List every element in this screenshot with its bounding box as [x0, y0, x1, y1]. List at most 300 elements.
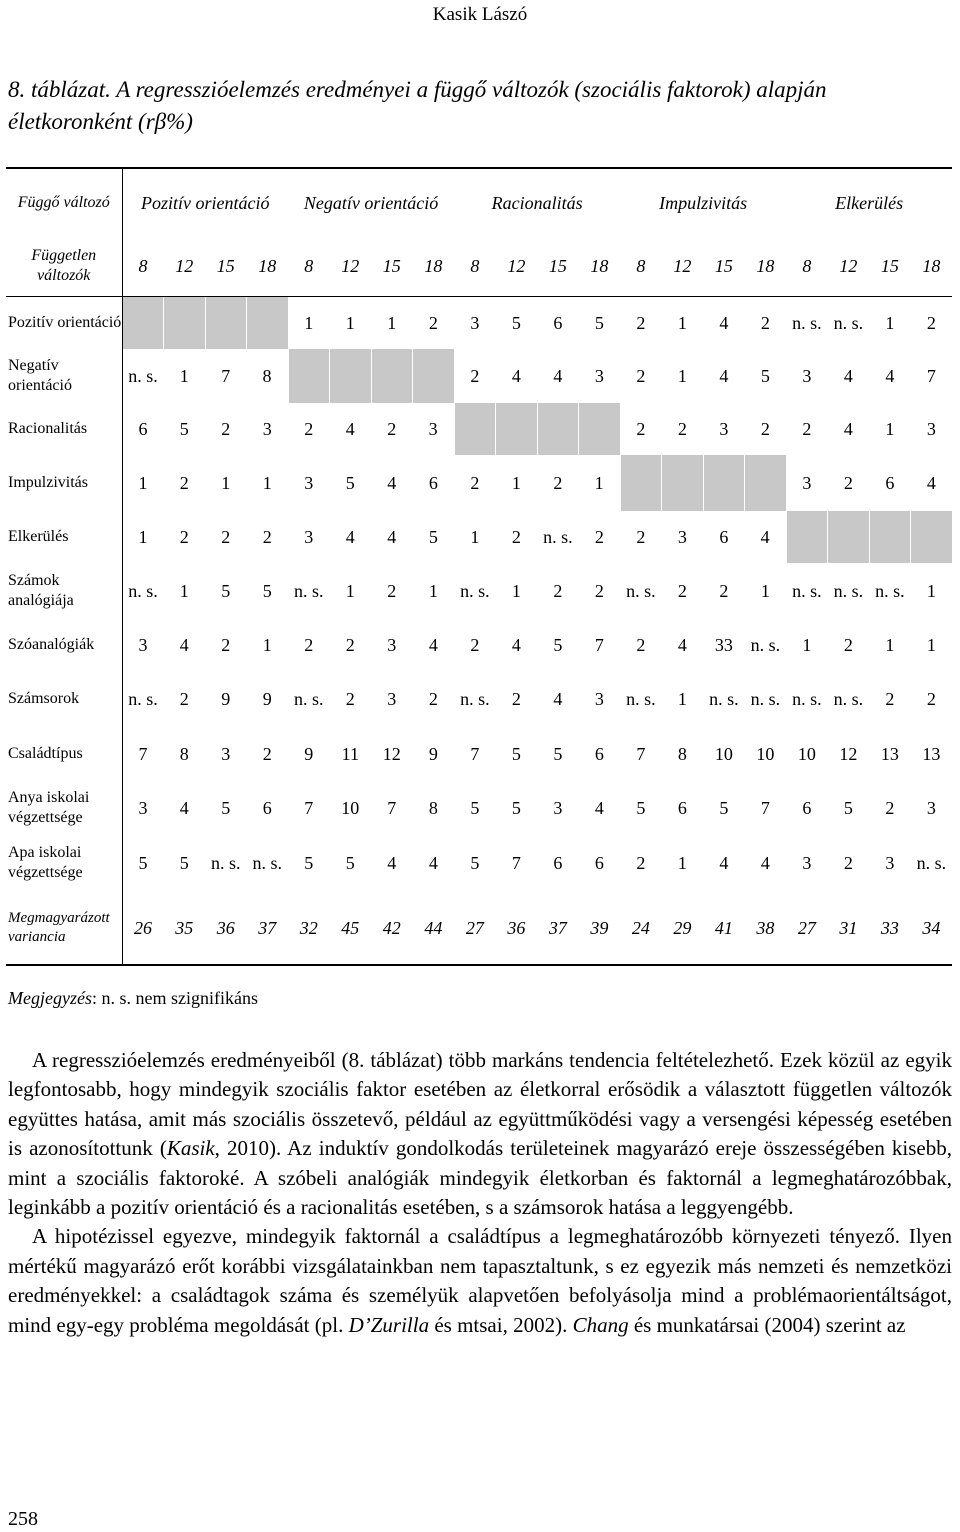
table-cell: 5 [179, 419, 189, 439]
table-cell: 2 [636, 366, 646, 386]
table-cell: 4 [428, 635, 438, 655]
table-cell: 2 [262, 527, 272, 547]
table-cell: 41 [703, 891, 745, 965]
age-header: 15 [869, 236, 911, 296]
table-cell: 10 [341, 798, 360, 818]
table-cell: 1 [470, 527, 480, 547]
table-cell: n. s. [128, 366, 158, 386]
table-cell: 3 [387, 635, 397, 655]
table-cell: 2 [843, 473, 853, 493]
table-cell: n. s. [750, 689, 781, 709]
table-cell: 5 [511, 312, 521, 333]
table-cell: 1 [221, 473, 231, 493]
table-cell: 1 [345, 581, 355, 601]
table-cell: 7 [138, 744, 148, 764]
table-cell: 6 [885, 473, 895, 493]
table-cell: n. s. [792, 689, 822, 709]
table-cell: 5 [345, 853, 355, 873]
table-cell: 6 [802, 798, 812, 818]
table-cell: 2 [802, 419, 812, 439]
table-cell: n. s. [128, 689, 158, 709]
table-cell: n. s. [626, 581, 656, 601]
shaded-cell [703, 455, 745, 511]
table-cell: 33 [714, 635, 733, 655]
table-cell: 5 [262, 581, 272, 601]
shaded-cell [413, 349, 455, 403]
age-header: 18 [247, 236, 289, 296]
table-cell: 1 [885, 635, 895, 655]
table-cell: 1 [885, 419, 895, 439]
age-header: 12 [330, 236, 372, 296]
table-cell: n. s. [792, 312, 822, 333]
table-cell: n. s. [210, 853, 241, 873]
table-cell: 3 [926, 798, 936, 818]
table-cell: 3 [470, 312, 480, 333]
table-cell: 2 [636, 527, 646, 547]
age-header: 15 [537, 236, 579, 296]
table-cell: 1 [802, 635, 812, 655]
table-cell: 24 [620, 891, 662, 965]
table-cell: 37 [247, 891, 289, 965]
shaded-cell [164, 296, 206, 349]
table-cell: 1 [677, 853, 687, 873]
table-cell: 39 [579, 891, 621, 965]
table-cell: 5 [719, 798, 729, 818]
table-cell: 2 [345, 635, 355, 655]
table-row [6, 727, 952, 781]
table-cell: 5 [221, 581, 231, 601]
row-label: Szóanalógiák [6, 619, 122, 671]
table-cell: 7 [926, 366, 936, 386]
table-cell: 36 [205, 891, 247, 965]
table-cell: 4 [719, 366, 729, 386]
table-row [6, 563, 952, 619]
table-cell: 2 [885, 798, 895, 818]
corner-dependent: Függő változó [6, 168, 122, 236]
group-header: Impulzivitás [620, 168, 786, 236]
table-cell: 12 [382, 744, 401, 764]
shaded-cell [828, 511, 870, 563]
table-cell: 2 [719, 581, 729, 601]
table-cell: 5 [553, 635, 563, 655]
table-cell: 2 [760, 312, 770, 333]
table-cell: 3 [387, 689, 397, 709]
note-prefix: Megjegyzés [8, 988, 92, 1008]
table-cell: 8 [262, 366, 272, 386]
table-cell: n. s. [833, 312, 864, 333]
table-cell: 2 [511, 689, 521, 709]
table-cell: 42 [371, 891, 413, 965]
table-cell: 6 [428, 473, 438, 493]
table-cell: 2 [636, 635, 646, 655]
table-cell: 7 [304, 798, 314, 818]
table-cell: 6 [262, 798, 272, 818]
table-cell: 1 [677, 366, 687, 386]
row-label: Pozitív orientáció [6, 296, 122, 349]
table-cell: 4 [594, 798, 604, 818]
shaded-cell [745, 455, 787, 511]
table-cell: 2 [470, 366, 480, 386]
table-cell: 3 [677, 527, 687, 547]
age-header: 8 [122, 236, 164, 296]
table-cell: 2 [179, 527, 189, 547]
table-cell: n. s. [460, 581, 490, 601]
table-cell: 1 [262, 473, 272, 493]
table-cell: 5 [470, 798, 480, 818]
table-cell: 2 [221, 635, 231, 655]
shaded-cell [496, 403, 538, 455]
table-cell: 7 [221, 366, 231, 386]
table-cell: 31 [828, 891, 870, 965]
table-row [6, 835, 952, 891]
row-label: Megmagyarázott variancia [6, 891, 122, 965]
table-cell: 1 [138, 473, 148, 493]
row-label: Negatív orientáció [6, 349, 122, 403]
shaded-cell [620, 455, 662, 511]
shaded-cell [330, 349, 372, 403]
shaded-cell [869, 511, 911, 563]
table-cell: 6 [553, 853, 563, 873]
table-cell: 2 [843, 853, 853, 873]
table-cell: 4 [760, 853, 770, 873]
table-cell: 11 [341, 744, 359, 764]
table-cell: 38 [745, 891, 787, 965]
table-cell: n. s. [750, 635, 781, 655]
table-cell: 2 [345, 689, 355, 709]
table-cell: 5 [138, 853, 148, 873]
table-cell: 2 [470, 635, 480, 655]
table-cell: 2 [553, 581, 563, 601]
table-cell: 4 [179, 635, 189, 655]
table-row [6, 619, 952, 671]
table-cell: 5 [511, 798, 521, 818]
table-cell: 1 [511, 581, 521, 601]
table-cell: 44 [413, 891, 455, 965]
table-cell: 2 [470, 473, 480, 493]
variance-row [6, 891, 952, 965]
table-cell: 3 [719, 419, 729, 439]
table-cell: 29 [662, 891, 704, 965]
table-cell: 2 [553, 473, 563, 493]
table-cell: 5 [636, 798, 646, 818]
shaded-cell [662, 455, 704, 511]
shaded-cell [247, 296, 289, 349]
table-cell: 5 [760, 366, 770, 386]
table-cell: 4 [387, 473, 397, 493]
table-cell: 5 [470, 853, 480, 873]
table-cell: 3 [138, 798, 148, 818]
table-cell: 1 [885, 312, 895, 333]
p1-text-a: A regresszióelemzés eredményeiből (8. táblázat) több markáns tendencia feltételezhető. Ezek közül az egyik legfontosabb, hogy mindegyik szociális faktor esetében az életkorral erősödik a választott független változók együttes hatása, amit más szociális összetevő, például az együttműködési vagy a versengési képesség esetében is azonosítottunk ( [8, 1048, 952, 1161]
table-cell: 4 [677, 635, 687, 655]
table-cell: 5 [428, 527, 438, 547]
p2-text-b: és mtsai, 2002). [429, 1312, 573, 1337]
table-cell: 2 [428, 689, 438, 709]
age-header: 12 [828, 236, 870, 296]
table-cell: 6 [719, 527, 729, 547]
table-cell: 4 [387, 853, 397, 873]
table-cell: 35 [164, 891, 206, 965]
table-cell: 6 [677, 798, 687, 818]
p1-text-b: , 2010). Az induktív gondolkodás területeinek magyarázó ereje összességében kisebb, mint a szociális faktoroké. A szóbeli analógiák mindegyik életkorban és faktornál a legmeghatározóbbak, leginkább a pozitív orientáció és a racionalitás esetében, s a számsorok hatása a leggyengébb. [8, 1136, 952, 1220]
table-cell: 5 [179, 853, 189, 873]
table-cell: 2 [594, 527, 604, 547]
table-cell: 12 [839, 744, 858, 764]
table-cell: n. s. [294, 689, 324, 709]
table-cell: 2 [428, 312, 438, 333]
table-row [6, 455, 952, 511]
running-header: Kasik Lászó [432, 4, 528, 25]
table-cell: 2 [387, 419, 397, 439]
table-cell: 36 [496, 891, 538, 965]
table-cell: 8 [179, 744, 189, 764]
table-note [8, 988, 258, 1009]
table-row [6, 781, 952, 835]
table-cell: 1 [594, 473, 604, 493]
table-cell: 6 [553, 312, 563, 333]
table-cell: 5 [221, 798, 231, 818]
row-label: Számsorok [6, 671, 122, 727]
table-cell: n. s. [833, 689, 864, 709]
table-cell: 8 [677, 744, 687, 764]
table-cell: 3 [594, 689, 604, 709]
table-cell: 1 [677, 312, 687, 333]
table-cell: 27 [786, 891, 828, 965]
table-cell: 13 [880, 744, 899, 764]
table-cell: 4 [719, 853, 729, 873]
age-header: 8 [288, 236, 330, 296]
group-header: Negatív orientáció [288, 168, 454, 236]
table-cell: 9 [262, 689, 272, 709]
table-cell: 33 [869, 891, 911, 965]
table-row [6, 296, 952, 349]
age-header: 15 [371, 236, 413, 296]
shaded-cell [786, 511, 828, 563]
age-header: 8 [454, 236, 496, 296]
table-caption: 8. táblázat. A regresszióelemzés eredményei a függő változók (szociális faktorok) alapján életkoronként (rβ%) [8, 77, 827, 134]
shaded-cell [537, 403, 579, 455]
table-cell: 7 [760, 798, 770, 818]
table-cell: 7 [636, 744, 646, 764]
table-cell: 5 [511, 744, 521, 764]
age-header: 18 [911, 236, 953, 296]
table-row [6, 349, 952, 403]
table-cell: 1 [345, 312, 355, 333]
table-cell: 1 [926, 635, 936, 655]
shaded-cell [371, 349, 413, 403]
table-cell: 2 [594, 581, 604, 601]
shaded-cell [122, 296, 164, 349]
table-cell: 3 [221, 744, 231, 764]
table-cell: 5 [594, 312, 604, 333]
table-cell: 3 [802, 853, 812, 873]
table-cell: 4 [843, 366, 853, 386]
shaded-cell [205, 296, 247, 349]
table-cell: 4 [553, 366, 563, 386]
shaded-cell [454, 403, 496, 455]
table-cell: 2 [304, 419, 314, 439]
table-cell: 3 [885, 853, 895, 873]
body-text [8, 1046, 952, 1340]
table-cell: 1 [511, 473, 521, 493]
table-row [6, 671, 952, 727]
group-header: Racionalitás [454, 168, 620, 236]
table-cell: 3 [802, 473, 812, 493]
p2-text-c: és munkatársai (2004) szerint az [628, 1312, 906, 1337]
table-cell: 32 [288, 891, 330, 965]
table-cell: 37 [537, 891, 579, 965]
table-cell: 2 [636, 853, 646, 873]
table-cell: 4 [511, 366, 521, 386]
table-cell: n. s. [252, 853, 283, 873]
table-cell: n. s. [709, 689, 739, 709]
table-cell: 4 [511, 635, 521, 655]
table-cell: 2 [636, 312, 646, 333]
regression-table [6, 167, 952, 966]
page-number: 258 [8, 1508, 38, 1530]
p2-text-a: A hipotézissel egyezve, mindegyik faktornál a családtípus a legmeghatározóbb környezeti tényező. Ilyen mértékű magyarázó erőt korábbi vizsgálatainkban nem tapasztaltunk, s ez egyezik más nemzeti és nemzetközi eredményekkel: a családtagok száma és személyük alapvetően befolyásolja mind a problémaorientáltságot, mind egy-egy probléma megoldását (pl. [8, 1224, 952, 1337]
header-row-groups [6, 168, 952, 236]
table-cell: 2 [221, 419, 231, 439]
table-cell: 7 [594, 635, 604, 655]
table-cell: n. s. [626, 689, 656, 709]
table-cell: 3 [262, 419, 272, 439]
table-cell: 1 [926, 581, 936, 601]
table-cell: 1 [138, 527, 148, 547]
table-cell: 10 [756, 744, 775, 764]
group-header: Pozitív orientáció [122, 168, 288, 236]
table-cell: 9 [304, 744, 314, 764]
p2-citation-author-1: D’Zurilla [348, 1312, 430, 1337]
row-label: Elkerülés [6, 511, 122, 563]
table-cell: 2 [926, 689, 936, 709]
table-cell: 4 [345, 527, 355, 547]
table-cell: 7 [470, 744, 480, 764]
table-cell: 34 [911, 891, 953, 965]
table-cell: 3 [802, 366, 812, 386]
table-cell: n. s. [128, 581, 158, 601]
age-header: 12 [164, 236, 206, 296]
table-cell: 13 [922, 744, 941, 764]
table-cell: 4 [428, 853, 438, 873]
shaded-cell [288, 349, 330, 403]
table-cell: 1 [179, 581, 189, 601]
table-cell: 6 [594, 853, 604, 873]
table-cell: 4 [179, 798, 189, 818]
table-row [6, 403, 952, 455]
row-label: Családtípus [6, 727, 122, 781]
table-cell: 2 [387, 581, 397, 601]
table-cell: 6 [594, 744, 604, 764]
table-cell: 1 [760, 581, 770, 601]
age-header: 12 [662, 236, 704, 296]
age-header: 8 [786, 236, 828, 296]
table-cell: 4 [719, 312, 729, 333]
table-cell: 3 [594, 366, 604, 386]
table-cell: 3 [304, 473, 314, 493]
table-cell: 1 [262, 635, 272, 655]
header-row-ages [6, 236, 952, 296]
group-header: Elkerülés [786, 168, 952, 236]
table-cell: 4 [345, 419, 355, 439]
table-row [6, 511, 952, 563]
table-cell: 5 [345, 473, 355, 493]
table-cell: n. s. [294, 581, 324, 601]
table-cell: 4 [885, 366, 895, 386]
row-label: Számok analógiája [6, 563, 122, 619]
table-cell: 7 [511, 853, 521, 873]
table-cell: 3 [138, 635, 148, 655]
table-cell: 1 [428, 581, 438, 601]
table-cell: n. s. [543, 527, 573, 547]
corner-independent: Független változók [6, 236, 122, 296]
table-cell: 10 [797, 744, 816, 764]
age-header: 12 [496, 236, 538, 296]
table-cell: 4 [553, 689, 563, 709]
table-cell: 1 [387, 312, 397, 333]
shaded-cell [911, 511, 953, 563]
table-cell: n. s. [460, 689, 490, 709]
table-cell: 4 [387, 527, 397, 547]
age-header: 18 [579, 236, 621, 296]
age-header: 15 [205, 236, 247, 296]
table-cell: 1 [677, 689, 687, 709]
row-label: Anya iskolai végzettsége [6, 781, 122, 835]
p1-citation-author: Kasik [166, 1136, 215, 1161]
table-cell: 4 [926, 473, 936, 493]
table-cell: 2 [304, 635, 314, 655]
table-cell: n. s. [875, 581, 905, 601]
table-cell: n. s. [916, 853, 947, 873]
table-cell: 27 [454, 891, 496, 965]
table-cell: 6 [138, 419, 148, 439]
table-cell: 3 [553, 798, 563, 818]
table-cell: 3 [428, 419, 438, 439]
paragraph-1 [8, 1046, 952, 1222]
table-cell: 5 [304, 853, 314, 873]
table-cell: 26 [122, 891, 164, 965]
paragraph-2 [8, 1222, 952, 1340]
table-cell: 2 [677, 419, 687, 439]
table-cell: 2 [926, 312, 936, 333]
shaded-cell [579, 403, 621, 455]
table-cell: 3 [926, 419, 936, 439]
table-cell: n. s. [792, 581, 822, 601]
table-cell: n. s. [833, 581, 864, 601]
table-cell: 2 [677, 581, 687, 601]
note-text: : n. s. nem szignifikáns [91, 988, 258, 1008]
table-cell: 2 [511, 527, 521, 547]
table-cell: 7 [387, 798, 397, 818]
table-cell: 2 [221, 527, 231, 547]
table-cell: 5 [553, 744, 563, 764]
age-header: 18 [745, 236, 787, 296]
row-label: Racionalitás [6, 403, 122, 455]
table-cell: 9 [428, 744, 438, 764]
age-header: 18 [413, 236, 455, 296]
p2-citation-author-2: Chang [572, 1312, 629, 1337]
table-cell: 5 [843, 798, 853, 818]
table-cell: 2 [262, 744, 272, 764]
table-cell: 3 [304, 527, 314, 547]
table-cell: 1 [179, 366, 189, 386]
table-cell: 2 [179, 689, 189, 709]
table-cell: 1 [304, 312, 314, 333]
table-cell: 9 [221, 689, 231, 709]
table-cell: 10 [714, 744, 733, 764]
table-cell: 2 [179, 473, 189, 493]
table-cell: 4 [760, 527, 770, 547]
